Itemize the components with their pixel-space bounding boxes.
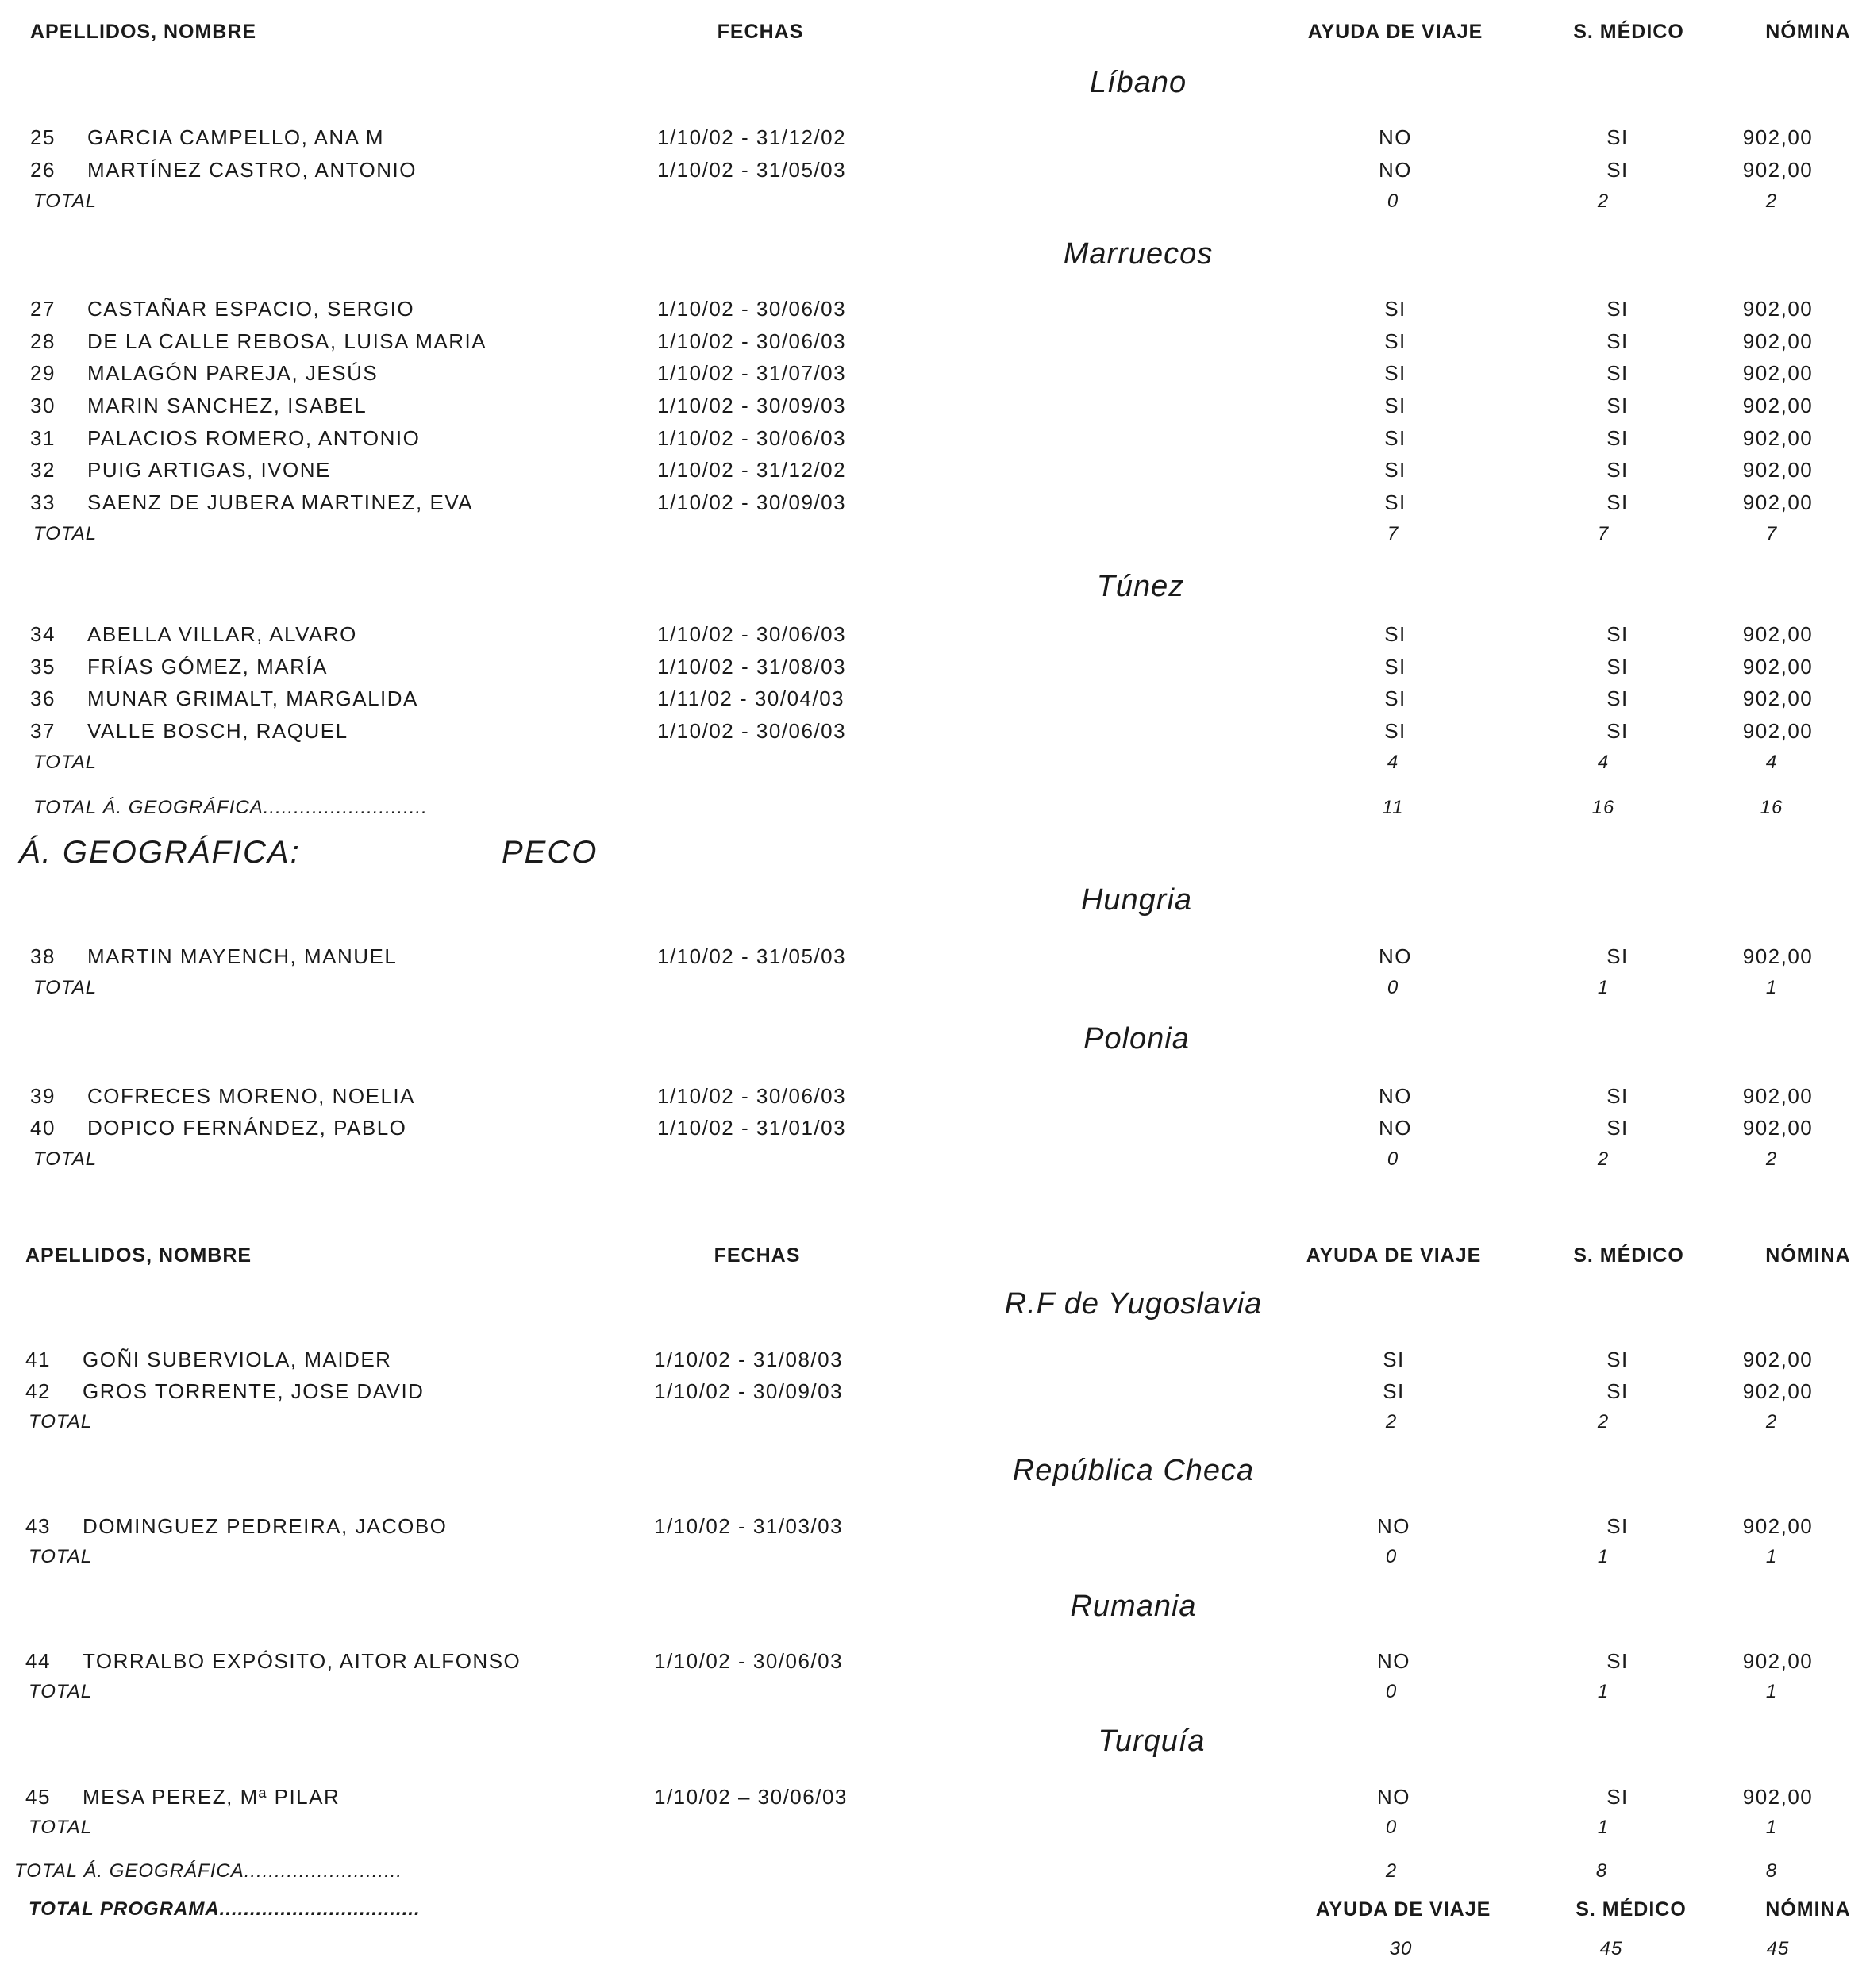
row-dates: 1/10/02 - 30/06/03 xyxy=(657,719,847,743)
row-dates: 1/10/02 - 30/09/03 xyxy=(657,490,847,514)
row-name: PALACIOS ROMERO, ANTONIO xyxy=(87,426,421,450)
row-travel-aid: NO xyxy=(1379,944,1412,968)
row-name: ABELLA VILLAR, ALVARO xyxy=(87,622,357,646)
section-total-payroll: 1 xyxy=(1765,1817,1778,1838)
row-travel-aid: SI xyxy=(1384,686,1406,710)
row-number: 43 xyxy=(25,1514,51,1538)
row-number: 32 xyxy=(30,458,56,482)
row-name: GOÑI SUBERVIOLA, MAIDER xyxy=(83,1348,392,1371)
section-total-payroll: 2 xyxy=(1765,190,1778,212)
header-payroll: NÓMINA xyxy=(1765,21,1851,43)
section-total-label: TOTAL xyxy=(33,1148,98,1170)
row-medical: SI xyxy=(1606,719,1629,743)
row-number: 37 xyxy=(30,719,56,743)
section-total-medical: 2 xyxy=(1597,1148,1610,1170)
row-payroll: 902,00 xyxy=(1742,1785,1814,1809)
row-payroll: 902,00 xyxy=(1742,655,1814,679)
row-payroll: 902,00 xyxy=(1742,686,1814,710)
section-total-medical: 7 xyxy=(1597,523,1610,544)
section-total-label: TOTAL xyxy=(33,752,98,773)
row-payroll: 902,00 xyxy=(1742,944,1814,968)
geo-total-medical: 16 xyxy=(1591,797,1615,818)
row-name: GARCIA CAMPELLO, ANA M xyxy=(87,125,384,149)
row-medical: SI xyxy=(1606,394,1629,417)
row-medical: SI xyxy=(1606,490,1629,514)
header-name: APELLIDOS, NOMBRE xyxy=(25,1244,252,1267)
row-number: 25 xyxy=(30,125,56,149)
row-number: 30 xyxy=(30,394,56,417)
row-payroll: 902,00 xyxy=(1742,622,1814,646)
country-heading: Marruecos xyxy=(1063,237,1214,271)
row-medical: SI xyxy=(1606,944,1629,968)
geo-area-heading: Á. GEOGRÁFICA: xyxy=(19,835,301,870)
row-travel-aid: NO xyxy=(1379,158,1412,182)
country-heading: Líbano xyxy=(1089,66,1187,99)
header-dates: FECHAS xyxy=(717,21,804,43)
row-medical: SI xyxy=(1606,622,1629,646)
row-payroll: 902,00 xyxy=(1742,719,1814,743)
geo-total-label: TOTAL Á. GEOGRÁFICA........................... xyxy=(33,797,428,818)
section-total-medical: 2 xyxy=(1597,190,1610,212)
row-payroll: 902,00 xyxy=(1742,125,1814,149)
country-heading: Polonia xyxy=(1083,1022,1190,1056)
row-travel-aid: NO xyxy=(1377,1785,1410,1809)
row-dates: 1/10/02 - 30/06/03 xyxy=(657,622,847,646)
country-heading: Túnez xyxy=(1096,570,1185,603)
row-travel-aid: NO xyxy=(1379,125,1412,149)
row-name: MUNAR GRIMALT, MARGALIDA xyxy=(87,686,418,710)
row-dates: 1/10/02 - 30/09/03 xyxy=(657,394,847,417)
row-name: MESA PEREZ, Mª PILAR xyxy=(83,1785,340,1809)
section-total-travel: 0 xyxy=(1387,1148,1399,1170)
section-total-payroll: 2 xyxy=(1765,1148,1778,1170)
row-travel-aid: SI xyxy=(1383,1379,1405,1403)
row-number: 36 xyxy=(30,686,56,710)
row-payroll: 902,00 xyxy=(1742,1649,1814,1673)
row-travel-aid: SI xyxy=(1384,719,1406,743)
section-total-label: TOTAL xyxy=(29,1411,93,1432)
row-number: 27 xyxy=(30,297,56,321)
row-number: 41 xyxy=(25,1348,51,1371)
row-number: 38 xyxy=(30,944,56,968)
row-name: DE LA CALLE REBOSA, LUISA MARIA xyxy=(87,329,487,353)
row-name: TORRALBO EXPÓSITO, AITOR ALFONSO xyxy=(83,1649,521,1673)
row-payroll: 902,00 xyxy=(1742,158,1814,182)
row-number: 31 xyxy=(30,426,56,450)
row-medical: SI xyxy=(1606,1379,1629,1403)
row-dates: 1/10/02 - 31/07/03 xyxy=(657,361,847,385)
geo-total-travel: 2 xyxy=(1385,1860,1398,1882)
header-travel-aid: AYUDA DE VIAJE xyxy=(1307,21,1483,43)
row-dates: 1/10/02 - 30/06/03 xyxy=(657,297,847,321)
geo-total-travel: 11 xyxy=(1382,797,1404,818)
row-medical: SI xyxy=(1606,458,1629,482)
row-name: VALLE BOSCH, RAQUEL xyxy=(87,719,348,743)
row-dates: 1/10/02 - 31/12/02 xyxy=(657,125,847,149)
section-total-label: TOTAL xyxy=(33,523,98,544)
program-total-label: TOTAL PROGRAMA................................. xyxy=(29,1898,421,1920)
row-travel-aid: SI xyxy=(1384,458,1406,482)
header-medical: S. MÉDICO xyxy=(1573,1244,1684,1267)
row-number: 40 xyxy=(30,1116,56,1140)
section-total-label: TOTAL xyxy=(33,190,98,212)
row-payroll: 902,00 xyxy=(1742,329,1814,353)
row-dates: 1/11/02 - 30/04/03 xyxy=(657,686,845,710)
row-medical: SI xyxy=(1606,158,1629,182)
row-payroll: 902,00 xyxy=(1742,1379,1814,1403)
row-medical: SI xyxy=(1606,1348,1629,1371)
row-travel-aid: NO xyxy=(1379,1084,1412,1108)
row-travel-aid: NO xyxy=(1377,1514,1410,1538)
row-payroll: 902,00 xyxy=(1742,1514,1814,1538)
row-travel-aid: SI xyxy=(1384,329,1406,353)
row-travel-aid: SI xyxy=(1384,426,1406,450)
section-total-medical: 4 xyxy=(1597,752,1610,773)
row-dates: 1/10/02 - 30/06/03 xyxy=(654,1649,844,1673)
geo-total-medical: 8 xyxy=(1595,1860,1608,1882)
header-name: APELLIDOS, NOMBRE xyxy=(30,21,257,43)
row-payroll: 902,00 xyxy=(1742,1084,1814,1108)
country-heading: Turquía xyxy=(1098,1725,1206,1758)
section-total-medical: 1 xyxy=(1597,977,1610,998)
section-total-label: TOTAL xyxy=(33,977,98,998)
program-header-payroll: NÓMINA xyxy=(1765,1898,1851,1921)
row-name: GROS TORRENTE, JOSE DAVID xyxy=(83,1379,425,1403)
geo-total-payroll: 8 xyxy=(1765,1860,1778,1882)
row-medical: SI xyxy=(1606,329,1629,353)
section-total-payroll: 1 xyxy=(1765,977,1778,998)
section-total-payroll: 4 xyxy=(1765,752,1778,773)
program-header-travel: AYUDA DE VIAJE xyxy=(1315,1898,1491,1921)
row-payroll: 902,00 xyxy=(1742,297,1814,321)
row-name: COFRECES MORENO, NOELIA xyxy=(87,1084,415,1108)
row-travel-aid: SI xyxy=(1384,297,1406,321)
section-total-travel: 2 xyxy=(1385,1411,1398,1432)
row-dates: 1/10/02 - 31/12/02 xyxy=(657,458,847,482)
row-name: MARIN SANCHEZ, ISABEL xyxy=(87,394,367,417)
row-medical: SI xyxy=(1606,125,1629,149)
row-dates: 1/10/02 - 30/06/03 xyxy=(657,426,847,450)
row-medical: SI xyxy=(1606,1116,1629,1140)
section-total-medical: 1 xyxy=(1597,1681,1610,1702)
section-total-travel: 0 xyxy=(1385,1681,1398,1702)
row-name: PUIG ARTIGAS, IVONE xyxy=(87,458,331,482)
country-heading: R.F de Yugoslavia xyxy=(1004,1287,1263,1321)
section-total-label: TOTAL xyxy=(29,1681,93,1702)
row-name: MARTÍNEZ CASTRO, ANTONIO xyxy=(87,158,417,182)
row-medical: SI xyxy=(1606,1084,1629,1108)
row-medical: SI xyxy=(1606,1514,1629,1538)
row-dates: 1/10/02 - 30/06/03 xyxy=(657,1084,847,1108)
header-payroll: NÓMINA xyxy=(1765,1244,1851,1267)
row-travel-aid: NO xyxy=(1377,1649,1410,1673)
row-name: CASTAÑAR ESPACIO, SERGIO xyxy=(87,297,415,321)
geo-area-name: PECO xyxy=(502,835,598,870)
geo-total-label: TOTAL Á. GEOGRÁFICA.......................... xyxy=(14,1860,403,1882)
row-dates: 1/10/02 - 31/08/03 xyxy=(654,1348,844,1371)
section-total-travel: 0 xyxy=(1387,977,1399,998)
row-number: 39 xyxy=(30,1084,56,1108)
section-total-medical: 2 xyxy=(1597,1411,1610,1432)
program-total-payroll: 45 xyxy=(1766,1938,1790,1959)
row-dates: 1/10/02 - 31/03/03 xyxy=(654,1514,844,1538)
program-header-medical: S. MÉDICO xyxy=(1576,1898,1687,1921)
row-medical: SI xyxy=(1606,655,1629,679)
row-number: 28 xyxy=(30,329,56,353)
row-payroll: 902,00 xyxy=(1742,458,1814,482)
row-payroll: 902,00 xyxy=(1742,490,1814,514)
row-number: 42 xyxy=(25,1379,51,1403)
row-number: 33 xyxy=(30,490,56,514)
row-name: MALAGÓN PAREJA, JESÚS xyxy=(87,361,379,385)
section-total-travel: 4 xyxy=(1387,752,1399,773)
section-total-label: TOTAL xyxy=(29,1817,93,1838)
row-name: MARTIN MAYENCH, MANUEL xyxy=(87,944,398,968)
country-heading: República Checa xyxy=(1012,1454,1255,1487)
row-medical: SI xyxy=(1606,1785,1629,1809)
section-total-travel: 0 xyxy=(1385,1817,1398,1838)
row-number: 26 xyxy=(30,158,56,182)
row-number: 44 xyxy=(25,1649,51,1673)
row-payroll: 902,00 xyxy=(1742,426,1814,450)
row-medical: SI xyxy=(1606,361,1629,385)
row-payroll: 902,00 xyxy=(1742,394,1814,417)
section-total-label: TOTAL xyxy=(29,1546,93,1567)
row-travel-aid: SI xyxy=(1384,622,1406,646)
section-total-medical: 1 xyxy=(1597,1817,1610,1838)
row-dates: 1/10/02 - 31/05/03 xyxy=(657,944,847,968)
section-total-payroll: 2 xyxy=(1765,1411,1778,1432)
header-dates: FECHAS xyxy=(714,1244,801,1267)
section-total-payroll: 1 xyxy=(1765,1546,1778,1567)
section-total-travel: 7 xyxy=(1387,523,1399,544)
section-total-payroll: 1 xyxy=(1765,1681,1778,1702)
header-medical: S. MÉDICO xyxy=(1573,21,1684,43)
row-number: 34 xyxy=(30,622,56,646)
row-dates: 1/10/02 – 30/06/03 xyxy=(654,1785,848,1809)
row-travel-aid: SI xyxy=(1383,1348,1405,1371)
row-number: 45 xyxy=(25,1785,51,1809)
row-dates: 1/10/02 - 30/09/03 xyxy=(654,1379,844,1403)
country-heading: Hungria xyxy=(1080,883,1193,917)
country-heading: Rumania xyxy=(1070,1590,1197,1623)
section-total-travel: 0 xyxy=(1385,1546,1398,1567)
row-name: DOPICO FERNÁNDEZ, PABLO xyxy=(87,1116,407,1140)
program-total-medical: 45 xyxy=(1599,1938,1623,1959)
row-travel-aid: SI xyxy=(1384,361,1406,385)
row-number: 29 xyxy=(30,361,56,385)
row-dates: 1/10/02 - 30/06/03 xyxy=(657,329,847,353)
header-travel-aid: AYUDA DE VIAJE xyxy=(1306,1244,1482,1267)
row-dates: 1/10/02 - 31/08/03 xyxy=(657,655,847,679)
row-dates: 1/10/02 - 31/01/03 xyxy=(657,1116,847,1140)
row-medical: SI xyxy=(1606,686,1629,710)
row-payroll: 902,00 xyxy=(1742,1348,1814,1371)
row-travel-aid: NO xyxy=(1379,1116,1412,1140)
section-total-travel: 0 xyxy=(1387,190,1399,212)
row-payroll: 902,00 xyxy=(1742,1116,1814,1140)
row-name: SAENZ DE JUBERA MARTINEZ, EVA xyxy=(87,490,474,514)
row-payroll: 902,00 xyxy=(1742,361,1814,385)
row-name: FRÍAS GÓMEZ, MARÍA xyxy=(87,655,328,679)
row-number: 35 xyxy=(30,655,56,679)
program-total-travel: 30 xyxy=(1389,1938,1413,1959)
section-total-payroll: 7 xyxy=(1765,523,1778,544)
row-dates: 1/10/02 - 31/05/03 xyxy=(657,158,847,182)
row-name: DOMINGUEZ PEDREIRA, JACOBO xyxy=(83,1514,448,1538)
row-medical: SI xyxy=(1606,297,1629,321)
row-medical: SI xyxy=(1606,426,1629,450)
row-medical: SI xyxy=(1606,1649,1629,1673)
section-total-medical: 1 xyxy=(1597,1546,1610,1567)
row-travel-aid: SI xyxy=(1384,490,1406,514)
geo-total-payroll: 16 xyxy=(1760,797,1783,818)
row-travel-aid: SI xyxy=(1384,394,1406,417)
row-travel-aid: SI xyxy=(1384,655,1406,679)
